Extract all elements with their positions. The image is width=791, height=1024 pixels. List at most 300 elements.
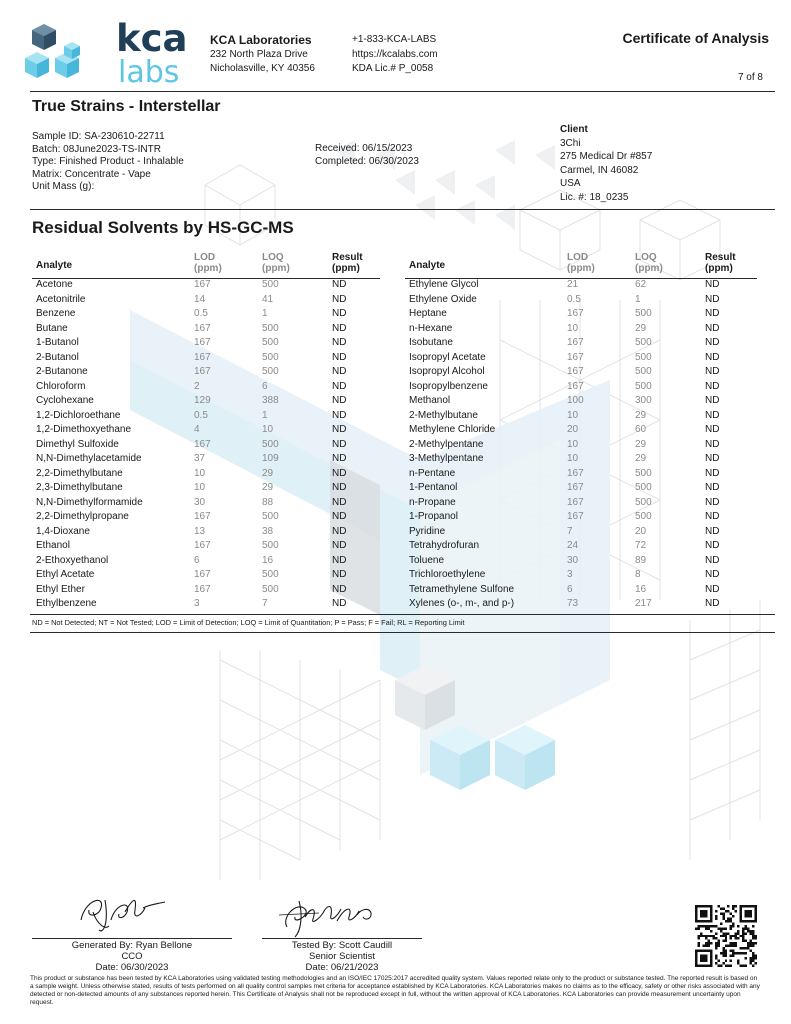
lod-header-label: LOD [567,252,589,263]
client-country: USA [560,178,581,190]
company-name: KCA Laboratories [210,33,312,47]
result-cell: ND [332,467,347,479]
table-row [32,365,380,380]
analyte-header: Analyte [36,260,73,271]
signature-scott-caudill [275,895,385,940]
result-cell: ND [332,322,347,334]
table-row [405,554,757,569]
lod-cell: 167 [567,380,584,392]
loq-header-label: LOQ [262,252,284,263]
table-row [405,278,757,293]
license-number: KDA Lic.# P_0058 [352,63,434,74]
result-cell: ND [705,409,720,421]
loq-cell: 500 [635,511,652,522]
table-row [32,438,380,453]
loq-header-unit: (ppm) [262,263,290,274]
qr-code[interactable] [695,905,757,967]
analyte-cell: n-Hexane [409,322,453,334]
result-cell: ND [332,583,347,595]
table-row [32,583,380,598]
lod-cell: 10 [567,453,579,464]
analyte-cell: 2,2-Dimethylpropane [36,511,129,522]
signature-line-generated [32,938,232,939]
analyte-cell: Ethanol [36,540,70,551]
result-header [705,252,736,274]
loq-cell: 500 [262,438,279,450]
result-cell: ND [705,511,720,522]
loq-cell: 388 [262,395,279,406]
table-row [32,409,380,424]
signature-line-tested [262,938,422,939]
table-row [405,438,757,453]
client-license: Lic. #: 18_0235 [560,191,629,203]
analyte-cell: 2,3-Dimethylbutane [36,482,123,493]
lod-cell: 167 [567,366,584,377]
lod-cell: 10 [567,438,579,450]
analyte-cell: 1-Propanol [409,511,458,522]
result-cell: ND [705,351,720,363]
sample-id: Sample ID: SA-230610-22711 [32,131,165,142]
lod-cell: 167 [567,467,584,479]
loq-cell: 500 [262,279,279,290]
lod-cell: 167 [194,322,211,334]
abbreviation-legend: ND = Not Detected; NT = Not Tested; LOD = Limit of Detection; LOQ = Limit of Quantitation; P = Pass; F = Fail; RL = Reporting Limit [32,618,465,627]
table-row [405,510,757,525]
loq-cell: 109 [262,453,279,464]
lod-cell: 30 [567,554,579,566]
result-cell: ND [332,366,347,377]
result-cell: ND [332,525,347,537]
result-cell: ND [332,409,347,421]
table-row [32,278,380,293]
loq-cell: 500 [262,322,279,334]
lod-header [194,252,222,274]
loq-cell: 500 [635,496,652,508]
loq-cell: 72 [635,540,647,551]
result-cell: ND [705,453,720,464]
analyte-cell: 1-Pentanol [409,482,458,493]
analyte-cell: Ethylene Oxide [409,293,477,305]
analyte-cell: Acetone [36,279,73,290]
lod-cell: 167 [194,279,211,290]
loq-header [635,252,663,274]
result-header-label: Result [332,252,363,263]
batch: Batch: 08June2023-TS-INTR [32,143,161,155]
table-bottom-rule [30,614,775,615]
analyte-cell: Ethyl Ether [36,583,85,595]
analyte-cell: 1,4-Dioxane [36,525,90,537]
lod-cell: 73 [567,598,579,609]
analyte-cell: Methanol [409,395,451,406]
table-row [32,307,380,322]
website-link[interactable]: https://kcalabs.com [352,48,438,60]
table-row [405,336,757,351]
analyte-cell: Ethylbenzene [36,598,97,609]
result-cell: ND [705,482,720,493]
sample-type: Type: Finished Product - Inhalable [32,156,184,167]
loq-cell: 62 [635,279,647,290]
page-number: 7 of 8 [737,72,763,83]
lab-address-block [210,32,315,76]
lod-cell: 14 [194,293,206,305]
loq-cell: 10 [262,424,274,435]
loq-cell: 500 [262,583,279,595]
loq-header-unit: (ppm) [635,263,663,274]
analyte-cell: 1,2-Dichloroethane [36,409,121,421]
result-cell: ND [705,569,720,580]
tested-by-name: Tested By: Scott Caudill [291,940,393,951]
loq-cell: 29 [635,322,647,334]
analyte-cell: n-Propane [409,496,456,508]
lod-cell: 167 [194,438,211,450]
loq-cell: 1 [262,409,268,421]
table-row [405,467,757,482]
table-row [32,452,380,467]
loq-cell: 88 [262,496,274,508]
result-cell: ND [332,395,347,406]
table-row [32,597,380,612]
document-title: Certificate of Analysis [622,30,769,46]
result-cell: ND [705,496,720,508]
header-divider [30,91,775,92]
loq-cell: 500 [635,467,652,479]
lod-cell: 167 [194,366,211,377]
result-cell: ND [332,554,347,566]
tested-by-block [262,940,422,973]
loq-cell: 1 [635,293,641,305]
product-title: True Strains - Interstellar [32,98,221,115]
loq-cell: 16 [635,583,647,595]
lod-cell: 167 [194,569,211,580]
analyte-cell: Benzene [36,308,76,319]
loq-cell: 38 [262,525,274,537]
client-address-1: 275 Medical Dr #857 [560,151,653,163]
analyte-cell: Xylenes (o-, m-, and p-) [409,598,515,609]
table-row [405,293,757,308]
table-row [405,307,757,322]
lod-cell: 21 [567,279,579,290]
analyte-cell: N,N-Dimethylacetamide [36,453,142,464]
phone-number: +1-833-KCA-LABS [352,34,437,45]
result-cell: ND [332,569,347,580]
table-row [32,496,380,511]
result-cell: ND [705,583,720,595]
table-row [405,423,757,438]
lod-cell: 7 [567,525,573,537]
matrix: Matrix: Concentrate - Vape [32,168,151,180]
result-cell: ND [705,540,720,551]
result-cell: ND [705,438,720,450]
table-row [405,496,757,511]
result-cell: ND [705,554,720,566]
loq-cell: 500 [262,351,279,363]
analyte-cell: Tetramethylene Sulfone [409,583,515,595]
table-row [32,467,380,482]
lod-cell: 167 [567,337,584,348]
address-line-2: Nicholasville, KY 40356 [210,63,315,74]
loq-cell: 1 [262,308,268,319]
analyte-cell: Isopropyl Alcohol [409,366,485,377]
logo-text-labs: labs [118,55,180,88]
analyte-cell: 2-Methylpentane [409,438,484,450]
loq-cell: 300 [635,395,652,406]
table-row [32,554,380,569]
client-info [560,123,652,205]
analyte-cell: 2,2-Dimethylbutane [36,467,123,479]
table-row [32,510,380,525]
loq-cell: 29 [635,438,647,450]
table-row [32,351,380,366]
lod-cell: 167 [567,496,584,508]
info-divider [30,209,775,210]
lod-cell: 10 [567,322,579,334]
tested-by-title: Senior Scientist [308,951,375,962]
lod-cell: 10 [194,467,206,479]
table-body [32,278,380,612]
table-row [405,365,757,380]
analyte-cell: Isopropyl Acetate [409,351,486,363]
table-header [32,250,380,278]
result-header [332,252,363,274]
analyte-header: Analyte [409,260,446,271]
loq-header-label: LOQ [635,252,657,263]
loq-cell: 500 [262,511,279,522]
lod-cell: 167 [194,337,211,348]
client-address-2: Carmel, IN 46082 [560,164,639,176]
loq-cell: 29 [262,467,274,479]
table-row [405,351,757,366]
kca-labs-logo [22,18,192,88]
table-row [32,481,380,496]
lod-cell: 0.5 [194,308,208,319]
generated-by-name: Generated By: Ryan Bellone [71,940,193,951]
result-cell: ND [705,424,720,435]
result-cell: ND [332,308,347,319]
result-cell: ND [705,293,720,305]
lod-cell: 4 [194,424,200,435]
unit-mass: Unit Mass (g): [32,181,95,192]
table-row [405,452,757,467]
lod-cell: 37 [194,453,206,464]
lab-contact-block [352,33,438,77]
loq-cell: 7 [262,598,268,609]
table-row [32,525,380,540]
analyte-cell: Chloroform [36,380,86,392]
lod-cell: 167 [567,482,584,493]
loq-cell: 217 [635,598,652,609]
result-cell: ND [332,293,347,305]
loq-header [262,252,290,274]
lod-cell: 0.5 [194,409,208,421]
lod-cell: 24 [567,540,579,551]
analyte-cell: 3-Methylpentane [409,453,484,464]
lod-cell: 167 [567,351,584,363]
legend-bottom-rule [30,632,775,633]
analyte-cell: Dimethyl Sulfoxide [36,438,119,450]
table-row [32,293,380,308]
analyte-cell: Cyclohexane [36,395,94,406]
solvents-table-left [32,250,380,612]
solvents-table-right [405,250,757,612]
result-cell: ND [332,540,347,551]
analyte-cell: 2-Butanol [36,351,79,363]
generated-by-title: CCO [121,951,143,962]
loq-cell: 500 [635,366,652,377]
loq-cell: 60 [635,424,647,435]
lod-cell: 2 [194,380,200,392]
analyte-cell: n-Pentane [409,467,456,479]
lod-cell: 3 [567,569,573,580]
result-cell: ND [705,380,720,392]
analyte-cell: 2-Methylbutane [409,409,478,421]
analyte-cell: Isobutane [409,337,453,348]
result-cell: ND [705,525,720,537]
loq-cell: 29 [635,453,647,464]
result-cell: ND [332,424,347,435]
loq-cell: 89 [635,554,647,566]
result-cell: ND [705,395,720,406]
loq-cell: 6 [262,380,268,392]
loq-cell: 41 [262,293,274,305]
table-row [32,568,380,583]
table-row [32,380,380,395]
result-cell: ND [332,496,347,508]
loq-cell: 500 [635,380,652,392]
analyte-cell: Ethyl Acetate [36,569,95,580]
lod-cell: 0.5 [567,293,581,305]
table-row [405,583,757,598]
analyte-cell: Tetrahydrofuran [409,540,480,551]
result-header-unit: (ppm) [332,263,360,274]
table-row [405,322,757,337]
table-row [405,539,757,554]
lod-header [567,252,595,274]
table-header [405,250,757,278]
table-row [32,322,380,337]
table-row [405,394,757,409]
loq-cell: 500 [262,540,279,551]
result-header-label: Result [705,252,736,263]
generated-date: Date: 06/30/2023 [95,962,169,973]
lod-cell: 6 [567,583,573,595]
lod-header-unit: (ppm) [194,263,222,274]
analyte-cell: Ethylene Glycol [409,279,479,290]
analyte-cell: N,N-Dimethylformamide [36,496,143,508]
lod-header-unit: (ppm) [567,263,595,274]
lod-cell: 20 [567,424,579,435]
table-row [32,423,380,438]
address-line-1: 232 North Plaza Drive [210,49,308,60]
received-date: Received: 06/15/2023 [315,143,413,154]
client-heading: Client [560,124,588,135]
loq-cell: 29 [262,482,274,493]
analyte-cell: Methylene Chloride [409,424,496,435]
table-row [405,481,757,496]
lod-cell: 167 [567,511,584,522]
loq-cell: 500 [635,308,652,319]
result-cell: ND [332,598,347,609]
analyte-cell: Trichloroethylene [409,569,486,580]
table-row [405,409,757,424]
result-cell: ND [705,337,720,348]
analyte-cell: Acetonitrile [36,293,86,305]
analyte-cell: Isopropylbenzene [409,380,488,392]
table-row [405,525,757,540]
loq-cell: 20 [635,525,647,537]
result-cell: ND [705,467,720,479]
loq-cell: 16 [262,554,274,566]
lod-cell: 30 [194,496,206,508]
loq-cell: 500 [262,337,279,348]
loq-cell: 500 [262,366,279,377]
result-cell: ND [705,366,720,377]
result-cell: ND [705,322,720,334]
table-row [32,539,380,554]
loq-cell: 500 [635,351,652,363]
loq-cell: 500 [635,337,652,348]
loq-cell: 500 [262,569,279,580]
analyte-cell: Heptane [409,308,447,319]
completed-date: Completed: 06/30/2023 [315,155,419,167]
lod-cell: 100 [567,395,584,406]
result-cell: ND [332,453,347,464]
analyte-cell: 1-Butanol [36,337,79,348]
lod-cell: 167 [194,540,211,551]
result-header-unit: (ppm) [705,263,733,274]
loq-cell: 29 [635,409,647,421]
table-row [32,336,380,351]
analyte-cell: 1,2-Dimethoxyethane [36,424,132,435]
result-cell: ND [705,598,720,609]
signature-ryan-bellone [75,890,175,936]
result-cell: ND [332,351,347,363]
result-cell: ND [332,279,347,290]
sample-info [32,131,184,194]
analyte-cell: Butane [36,322,68,334]
lod-cell: 3 [194,598,200,609]
lod-header-label: LOD [194,252,216,263]
lod-cell: 167 [194,583,211,595]
logo-text-kca: kca [116,18,188,60]
result-cell: ND [332,337,347,348]
analyte-cell: Toluene [409,554,445,566]
loq-cell: 500 [635,482,652,493]
lod-cell: 167 [567,308,584,319]
result-cell: ND [332,380,347,392]
table-row [405,597,757,612]
lod-cell: 167 [194,351,211,363]
analyte-cell: 2-Butanone [36,366,88,377]
table-row [32,394,380,409]
analyte-cell: 2-Ethoxyethanol [36,554,109,566]
table-row [405,380,757,395]
analyte-cell: Pyridine [409,525,446,537]
table-body [405,278,757,612]
lod-cell: 10 [567,409,579,421]
result-cell: ND [332,511,347,522]
table-row [405,568,757,583]
lod-cell: 10 [194,482,206,493]
generated-by-block [32,940,232,973]
result-cell: ND [332,482,347,493]
tested-date: Date: 06/21/2023 [305,962,379,973]
legal-disclaimer: This product or substance has been tested by KCA Laboratories using validated testing methodologies and an ISO/IEC 17025:2017 accredited quality system. Values reported relate only to the product or substance tested. The reported result is based on a sample weight. Unless otherwise stated, results of tests performed on all quality control samples met criteria for acceptance established by KCA Laboratories. KCA Laboratories makes no claims as to the efficacy, safety or other risks associated with any detected or non-detected amounts of any substances reported herein. This Certificate of Analysis shall not be reproduced except in full, without the written approval of KCA Laboratories. KCA Laboratories can provide measurement uncertainty upon request. [30,975,760,1006]
result-cell: ND [705,279,720,290]
result-cell: ND [705,308,720,319]
lod-cell: 13 [194,525,206,537]
lod-cell: 167 [194,511,211,522]
lod-cell: 6 [194,554,200,566]
